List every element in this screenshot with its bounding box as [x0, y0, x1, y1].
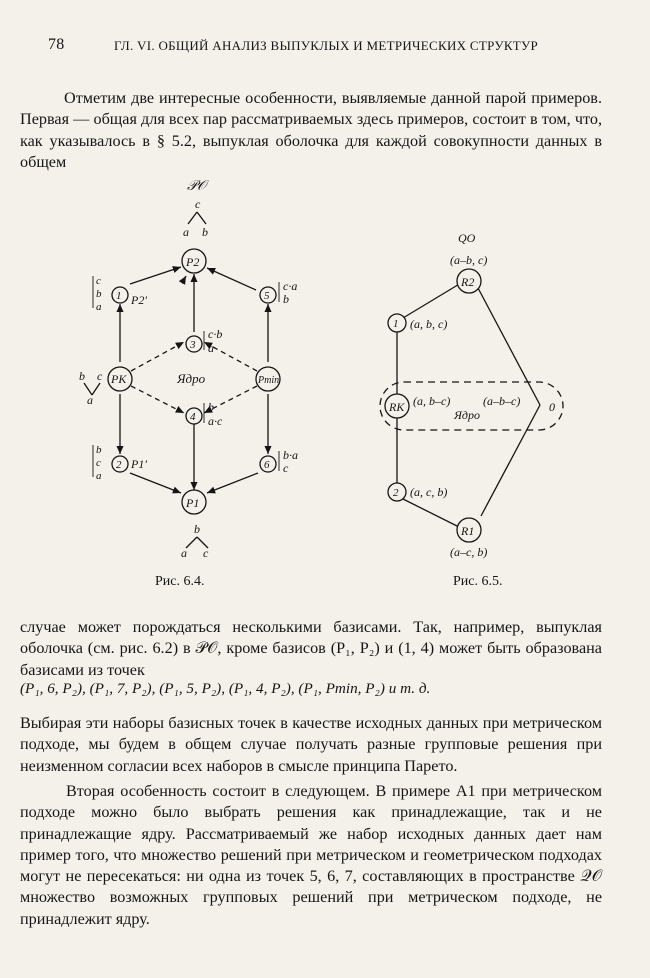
paragraph-4: Вторая особенность состоит в следующем. В примере А1 при метрическом подходе можно было выбрать решения как принадлежащие, так и не принадлежащие ядру. Рассматриваемый же набор исходных данных дает нам пример того, что множество решений при метрическом и геометрическом подходах могут не пересекаться: ни одна из точек 5, 6, 7, составляющих в пространстве 𝒬𝒪 множество возможных групповых решений при метрическом подходе, не принадлежит ядру. — [20, 782, 602, 928]
node-p2-label: P2 — [186, 255, 200, 269]
r1-label: R1 — [461, 524, 475, 538]
node-4-relation: a·c — [208, 414, 223, 428]
qo-node-2-label: 2 — [393, 487, 399, 499]
figure-diagrams — [60, 172, 600, 602]
top-tree-right: b — [202, 225, 208, 239]
bottom-tree-left: a — [181, 546, 187, 560]
r2-tuple: (a–b, c) — [450, 253, 488, 267]
node-3-label: 3 — [190, 339, 196, 351]
node-5-relation: c·a — [283, 279, 298, 293]
node-6-sub: c — [283, 461, 289, 475]
zero-label: 0 — [549, 400, 555, 414]
p2-prime-label: P2′ — [131, 293, 147, 307]
top-tree-left: a — [183, 225, 189, 239]
rk-label: RK — [389, 400, 405, 414]
figure-6-4-caption: Рис. 6.4. — [155, 574, 205, 589]
tree-edge — [197, 212, 206, 224]
mid-tuple: (a–b–c) — [483, 394, 521, 408]
left-tree-root: a — [87, 393, 93, 407]
qo-space-label: QO — [458, 231, 476, 245]
left-order-upper-1: c — [96, 275, 101, 287]
node-p1-label: P1 — [186, 496, 200, 510]
node-pmin-label: Pmin — [258, 375, 280, 386]
left-order-lower-1: b — [96, 444, 102, 456]
node-3-relation: c·b — [208, 327, 223, 341]
po-space-label: 𝒫𝒪 — [187, 179, 206, 194]
node-1-label: 1 — [116, 290, 122, 302]
left-order-lower-2: c — [96, 457, 101, 469]
paragraph-1: Отметим две интересные особенности, выявляемые данной парой примеров. Первая — общая для всех пар рассматриваемых здесь примеров, состоит в том, что, как указывалось в § 5.2, выпуклая оболочка для каждой совокупности данных в общем — [20, 89, 602, 171]
running-title: ГЛ. VI. ОБЩИЙ АНАЛИЗ ВЫПУКЛЫХ И МЕТРИЧЕСКИХ СТРУКТУР — [114, 38, 539, 53]
node-3-sub: a — [208, 341, 214, 355]
r1-tuple: (a–c, b) — [450, 545, 488, 559]
figure-6-5-caption: Рис. 6.5. — [453, 574, 503, 589]
left-tree-right: c — [97, 369, 103, 383]
core-label-fig1: Ядро — [177, 371, 206, 386]
running-header — [48, 36, 608, 60]
node-6-label: 6 — [264, 459, 270, 471]
node-5-sub: b — [283, 292, 289, 306]
left-order-lower-3: a — [96, 470, 102, 482]
figure-6-5 — [380, 231, 563, 559]
node-6-relation: b·a — [283, 448, 298, 462]
figures — [60, 172, 600, 602]
paragraph-2: случае может порождаться несколькими базисами. Так, например, выпуклая оболочка (см. рис. 6.2) в 𝒫𝒪, кроме базисов (P₁, P₂) и (1, 4) может быть образована базисами из точек — [20, 618, 602, 679]
p1-prime-label: P1′ — [131, 457, 147, 471]
qo-node-2-tuple: (a, c, b) — [410, 485, 448, 499]
rk-tuple: (a, b–c) — [413, 394, 451, 408]
node-4-top: b — [208, 400, 214, 414]
tree-edge — [188, 212, 197, 224]
core-label-fig2: Ядро — [454, 408, 480, 422]
node-pk-label: PK — [111, 372, 127, 386]
r2-label: R2 — [461, 275, 475, 289]
figure-6-4 — [79, 179, 298, 560]
node-2-label: 2 — [116, 459, 122, 471]
page-number: 78 — [48, 36, 65, 53]
left-order-upper-2: b — [96, 288, 102, 300]
left-order-upper-3: a — [96, 301, 102, 313]
left-tree-left: b — [79, 369, 85, 383]
paragraph-3: Выбирая эти наборы базисных точек в качестве исходных данных при метрическом подходе, мы будем в общем случае получать разные групповые решения при неизменном согласии всех наборов в смысле принципа Парето. — [20, 714, 602, 775]
node-5-label: 5 — [264, 290, 270, 302]
top-tree-root: c — [195, 197, 201, 211]
qo-node-1-label: 1 — [393, 318, 399, 330]
bottom-tree-right: c — [203, 546, 209, 560]
qo-node-1-tuple: (a, b, c) — [410, 317, 448, 331]
bottom-tree-root: b — [194, 522, 200, 536]
formula-line: (P₁, 6, P₂), (P₁, 7, P₂), (P₁, 5, P₂), (P₁, 4, P₂), (P₁, Pmin, P₂) и т. д. — [20, 680, 431, 697]
node-4-label: 4 — [190, 411, 196, 423]
